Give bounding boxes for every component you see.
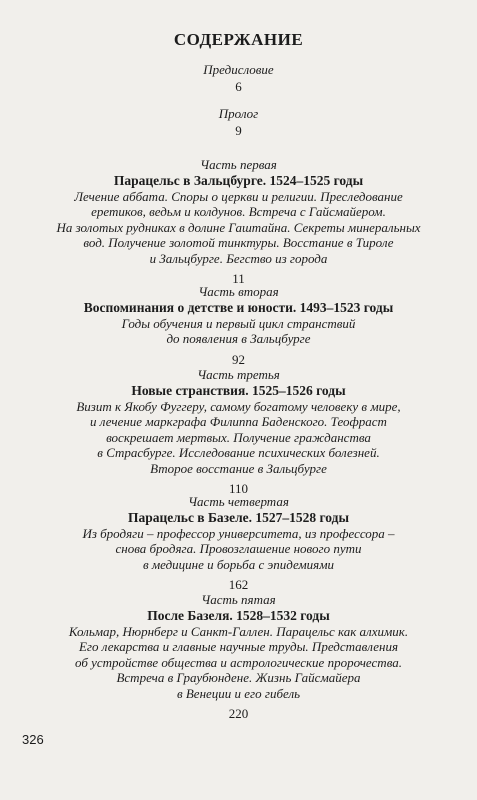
description-line: еретиков, ведьм и колдунов. Встреча с Гайсмайером. (91, 204, 386, 219)
description-line: вод. Получение золотой тинктуры. Восстание в Тироле (83, 235, 394, 250)
entry-page-number: 6 (235, 78, 242, 94)
description-line: Годы обучения и первый цикл странствий (121, 315, 356, 331)
description-line: снова бродяга. Провозглашение нового пути (115, 541, 362, 556)
description-line: На золотых рудниках в долине Гаштайна. Секреты минеральных (56, 219, 421, 235)
page-title: СОДЕРЖАНИЕ (173, 30, 304, 49)
part-description (40, 189, 437, 267)
part-description (40, 316, 437, 347)
toc-entry-part-3 (40, 367, 437, 497)
entry-label: Предисловие (203, 62, 274, 77)
part-description (40, 526, 437, 573)
part-heading: Новые странствия. 1525–1526 годы (131, 382, 346, 398)
entry-page-number: 92 (232, 351, 245, 367)
description-line: Лечение аббата. Споры о церкви и религии. Преследование (74, 188, 403, 204)
toc-entry-part-1 (40, 157, 437, 287)
part-heading: Парацельс в Зальцбурге. 1524–1525 годы (113, 172, 364, 188)
toc-entry-prologue (40, 106, 437, 139)
description-line: воскрешает мертвых. Получение гражданства (106, 429, 371, 445)
entry-label: Пролог (218, 106, 259, 121)
part-label: Часть пятая (201, 592, 276, 607)
part-label: Часть первая (200, 157, 277, 172)
part-heading: После Базеля. 1528–1532 годы (147, 607, 330, 623)
part-description (40, 399, 437, 477)
part-label: Часть третья (197, 367, 280, 382)
part-description (40, 624, 437, 702)
description-line: Его лекарства и главные научные труды. Представления (78, 639, 399, 654)
description-line: и Зальцбурге. Бегство из города (149, 250, 328, 266)
description-line: в Венеции и его гибель (176, 685, 301, 701)
part-label: Часть вторая (198, 284, 279, 299)
description-line: и лечение маркграфа Филиппа Баденского. Теофраст (90, 414, 387, 429)
part-heading: Воспоминания о детстве и юности. 1493–1523 годы (83, 299, 394, 315)
entry-page-number: 11 (232, 271, 245, 286)
description-line: в Страсбурге. Исследование психических болезней. (97, 445, 380, 460)
entry-page-number: 9 (235, 122, 242, 138)
description-line: Из бродяги – профессор университета, из профессора – (82, 525, 395, 541)
toc-entry-part-4 (40, 494, 437, 593)
description-line: Встреча в Граубюндене. Жизнь Гайсмайера (116, 670, 361, 685)
description-line: Визит к Якобу Фуггеру, самому богатому человеку в мире, (76, 398, 401, 414)
toc-entry-part-5 (40, 592, 437, 722)
toc-entry-part-2 (40, 284, 437, 368)
description-line: в медицине и борьба с эпидемиями (142, 556, 335, 572)
entry-page-number: 110 (228, 481, 249, 496)
part-heading: Парацельс в Базеле. 1527–1528 годы (127, 509, 350, 525)
page-folio-number: 326 (22, 732, 44, 747)
description-line: Кольмар, Нюрнберг и Санкт-Галлен. Парацельс как алхимик. (68, 623, 409, 639)
description-line: до появления в Зальцбурге (166, 331, 311, 346)
description-line: Второе восстание в Зальцбурге (150, 460, 327, 476)
entry-page-number: 162 (228, 577, 249, 592)
description-line: об устройстве общества и астрологические пророчества. (74, 654, 402, 670)
entry-page-number: 220 (228, 706, 249, 721)
part-label: Часть четвертая (188, 494, 289, 509)
toc-entry-preface (40, 62, 437, 95)
